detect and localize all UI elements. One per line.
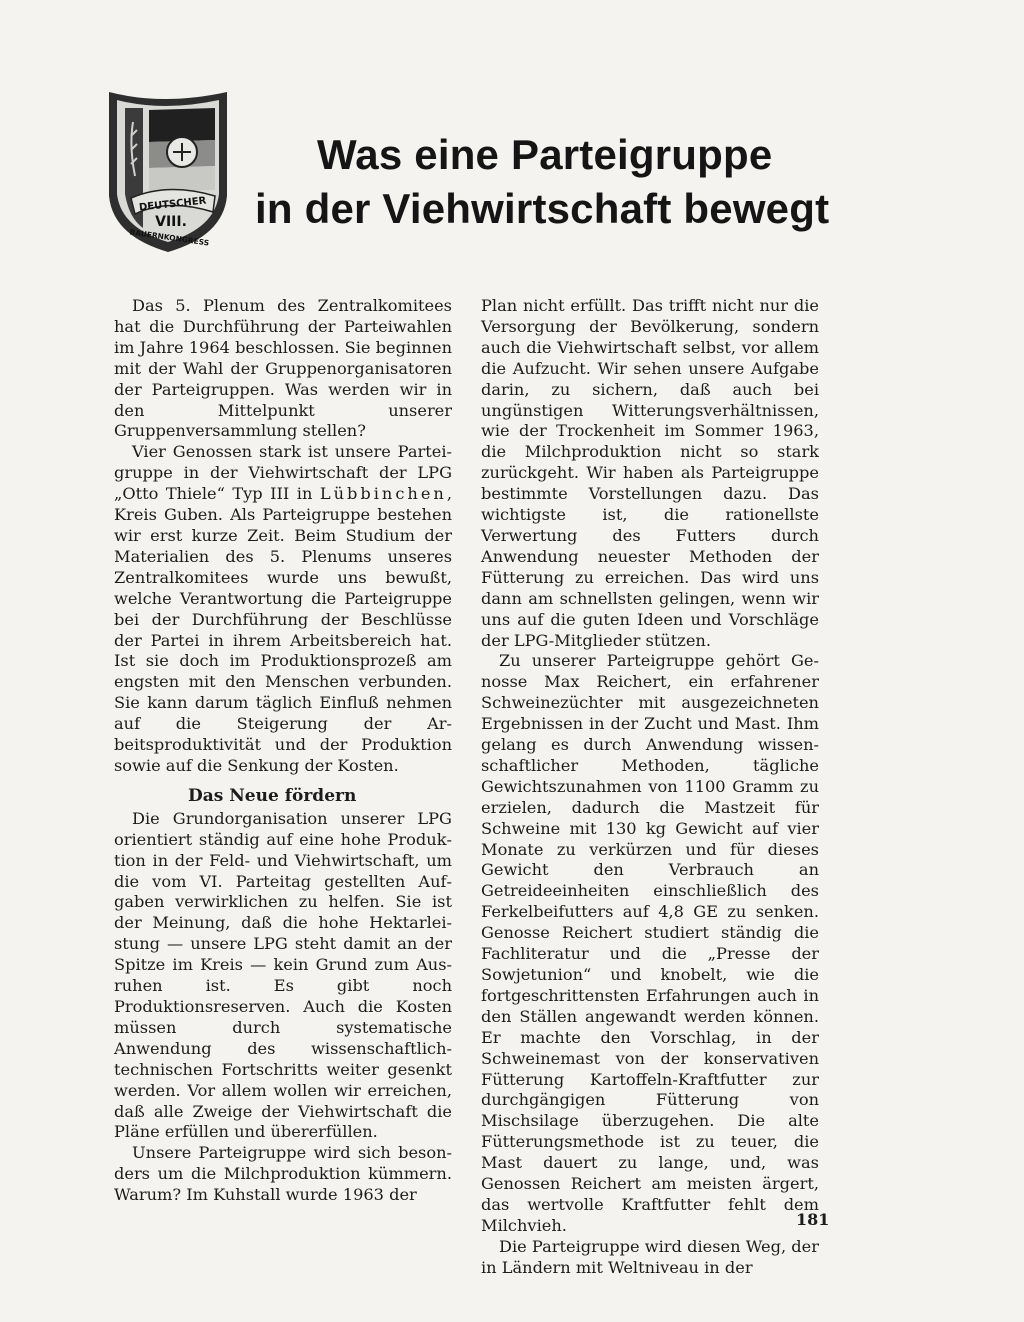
svg-text:VIII.: VIII. <box>155 214 187 230</box>
paragraph: Die Parteigruppe wird diesen Weg, der in Ländern mit Weltniveau in der <box>481 1236 819 1277</box>
place-name: Lübbinchen <box>319 484 447 504</box>
page-number: 181 <box>796 1210 830 1229</box>
paragraph: Das 5. Plenum des Zentralkomitees hat die Durchführung der Parteiwahlen im Jahre 1964 beschlossen. Sie beginnen mit der Wahl der Gruppenorganisatoren der Parteigruppen. Was werden wir in den Mittelpunkt unserer Gruppenversammlung stellen? <box>114 296 452 441</box>
title-line-1: Was eine Parteigruppe <box>317 131 773 179</box>
title-line-2: in der Viehwirtschaft bewegt <box>255 185 830 233</box>
paragraph <box>114 442 452 777</box>
article-title <box>255 128 855 236</box>
text-run: Vier Genossen stark ist unsere Parteigruppe in der Viehwirtschaft der LPG „Otto Thiele“ Typ III in <box>114 442 452 504</box>
bauernkongress-badge-icon <box>103 86 233 256</box>
text-run: , Kreis Guben. Als Parteigruppe bestehen wir erst kurze Zeit. Beim Studium der Materialien des 5. Plenums unseres Zentralkomitees wurde uns bewußt, welche Verantwortung die Parteigruppe bei der Durchführung der Beschlüsse der Partei in ihrem Arbeitsbereich hat. Ist sie doch im Produktionsprozeß am engsten mit den Menschen verbunden. Sie kann darum täglich Einfluß nehmen auf die Steigerung der Arbeitsproduktivität und der Produktion sowie auf die Senkung der Kosten. <box>114 484 452 775</box>
svg-text:DEUTSCHER: DEUTSCHER <box>138 195 207 214</box>
paragraph: Unsere Parteigruppe wird sich besonders um die Milchproduktion kümmern. Warum? Im Kuhstall wurde 1963 der <box>114 1143 452 1205</box>
svg-text:BAUERNKONGRESS: BAUERNKONGRESS <box>129 227 210 248</box>
right-column <box>481 296 819 1279</box>
paragraph: Plan nicht erfüllt. Das trifft nicht nur die Versorgung der Bevölkerung, sondern auch die Viehwirtschaft selbst, vor allem die Aufzucht. Wir sehen unsere Aufgabe darin, zu sichern, daß auch bei ungünstigen Witterungsverhältnissen, wie der Trockenheit im Sommer 1963, die Milchproduktion nicht so stark zurückgeht. Wir haben als Parteigruppe bestimmte Vorstellungen dazu. Das wichtigste ist, die rationellste Verwertung des Futters durch Anwendung neuester Methoden der Fütterung zu erreichen. Das wird uns dann am schnellsten gelingen, wenn wir uns auf die guten Ideen und Vorschläge der LPG-Mitglieder stützen. <box>481 296 819 650</box>
section-heading: Das Neue fördern <box>188 785 357 806</box>
paragraph: Zu unserer Parteigruppe gehört Genosse Max Reichert, ein erfahrener Schweinezüchter mit ausgezeichneten Ergebnissen in der Zucht und Mast. Ihm gelang es durch Anwendung wissenschaftlicher Methoden, tägliche Gewichtszunahmen von 1100 Gramm zu erzielen, dadurch die Mastzeit für Schweine mit 130 kg Gewicht auf vier Monate zu verkürzen und für dieses Gewicht den Verbrauch an Getreideeinheiten einschließlich des Ferkelbeifutters auf 4,8 GE zu senken. Genosse Reichert studiert ständig die Fachliteratur und die „Presse der Sowjetunion“ und knobelt, wie die fortgeschrittensten Erfahrungen auch in den Ställen angewandt werden können. Er machte den Vorschlag, in der Schweinemast von der konservativen Fütterung Kartoffeln-Kraftfutter zur durchgängigen Fütterung von Mischsilage überzugehen. Die alte Fütterungsmethode ist zu teuer, die Mast dauert zu lange, und, was Genossen Reichert am meisten ärgert, das wertvolle Kraftfutter fehlt dem Milchvieh. <box>481 651 819 1235</box>
paragraph: Die Grundorganisation unserer LPG orientiert ständig auf eine hohe Produktion in der Feld- und Viehwirtschaft, um die vom VI. Parteitag gestellten Aufgaben verwirklichen zu helfen. Sie ist der Meinung, daß die hohe Hektarleistung — unsere LPG steht damit an der Spitze im Kreis — kein Grund zum Ausruhen ist. Es gibt noch Produktionsreserven. Auch die Kosten müssen durch systematische Anwendung des wissenschaftlich-technischen Fortschritts weiter gesenkt werden. Vor allem wollen wir erreichen, daß alle Zweige der Viehwirtschaft die Pläne erfüllen und übererfüllen. <box>114 808 452 1142</box>
left-column <box>114 296 452 1206</box>
